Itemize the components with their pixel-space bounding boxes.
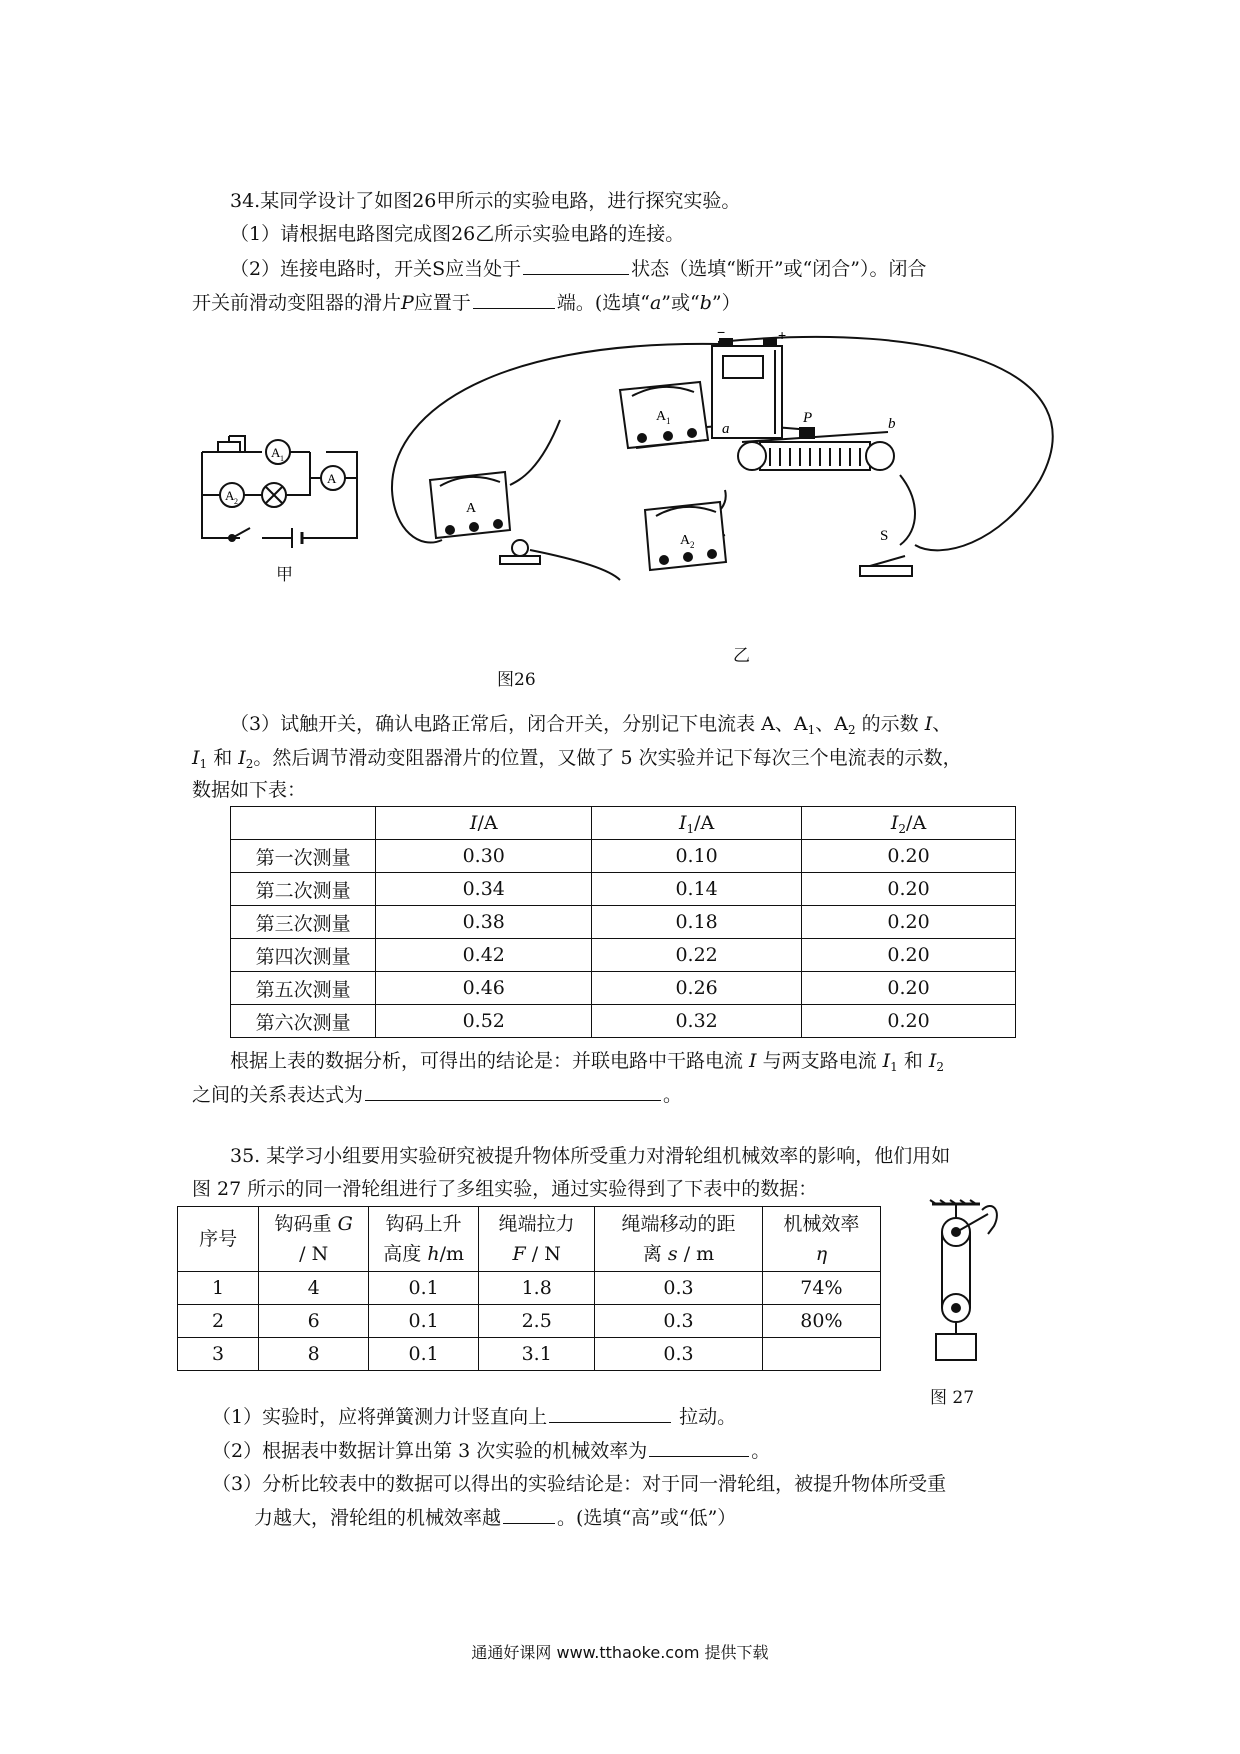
header-F: 绳端拉力 F / N <box>479 1207 595 1272</box>
answer-blank-expression[interactable] <box>365 1080 661 1101</box>
svg-text:a: a <box>722 421 730 437</box>
svg-text:+: + <box>778 327 787 343</box>
header-s: 绳端移动的距 离 s / m <box>595 1207 763 1272</box>
answer-cell-eta3[interactable] <box>762 1338 880 1371</box>
svg-text:2: 2 <box>234 497 238 506</box>
header-I1: $I_1/A$ <box>592 807 802 840</box>
table-row: 第四次测量 0.42 0.22 0.20 <box>231 939 1016 972</box>
svg-text:A: A <box>327 471 337 486</box>
circuit-apparatus-yi <box>380 324 1100 620</box>
svg-text:A: A <box>656 409 667 424</box>
q34-part3-line2: $I_1$ 和 $I_2$。然后调节滑动变阻器滑片的位置，又做了 5 次实验并记下每次三个电流表的示数， <box>192 747 962 771</box>
q35-sub1: （1）实验时，应将弹簧测力计竖直向上 拉动。 <box>212 1402 736 1431</box>
header-seq: 序号 <box>178 1207 259 1272</box>
svg-text:1: 1 <box>666 416 671 426</box>
q35-sub3-line2: 力越大，滑轮组的机械效率越 。(选填“高”或“低”） <box>254 1503 736 1532</box>
table-row: 1 4 0.1 1.8 0.3 74% <box>178 1272 881 1305</box>
current-measurement-table <box>230 806 1016 1038</box>
fig26-caption: 图26 <box>497 670 536 690</box>
answer-blank-high-low[interactable] <box>503 1503 555 1524</box>
lamp <box>500 540 540 564</box>
svg-text:P: P <box>803 410 813 426</box>
table-row: 第五次测量 0.46 0.26 0.20 <box>231 972 1016 1005</box>
switch-s <box>860 556 912 576</box>
header-I2: $I_2/A$ <box>802 807 1016 840</box>
page-footer: 通通好课网 www.tthaoke.com 提供下载 <box>471 1643 769 1662</box>
q35-sub3-line1: （3）分析比较表中的数据可以得出的实验结论是：对于同一滑轮组，被提升物体所受重 <box>212 1473 947 1495</box>
table-row: 第六次测量 0.52 0.32 0.20 <box>231 1005 1016 1038</box>
svg-text:A: A <box>680 533 691 548</box>
q34-part3-line3: 数据如下表： <box>192 779 307 801</box>
q35-line1: 35. 某学习小组要用实验研究被提升物体所受重力对滑轮组机械效率的影响，他们用如 <box>230 1145 951 1167</box>
fig27-caption: 图 27 <box>930 1388 975 1408</box>
table-row: 2 6 0.1 2.5 0.3 80% <box>178 1305 881 1338</box>
header-I: I/A <box>376 807 592 840</box>
header-G: 钩码重 G / N <box>259 1207 369 1272</box>
svg-text:S: S <box>880 528 889 544</box>
q34-part1: （1）请根据电路图完成图26乙所示实验电路的连接。 <box>230 223 685 245</box>
q35-line2: 图 27 所示的同一滑轮组进行了多组实验，通过实验得到了下表中的数据： <box>192 1178 818 1200</box>
q34-conclusion-line2: 之间的关系表达式为 。 <box>192 1080 682 1109</box>
answer-blank-slider-end[interactable] <box>473 288 555 309</box>
table-row: 第一次测量 0.30 0.10 0.20 <box>231 840 1016 873</box>
svg-text:b: b <box>888 416 896 432</box>
q34-conclusion-line1: 根据上表的数据分析，可得出的结论是：并联电路中干路电流 I 与两支路电流 $I_1$ 和 $I_2$ <box>230 1050 945 1074</box>
q35-sub2: （2）根据表中数据计算出第 3 次实验的机械效率为 。 <box>212 1436 770 1465</box>
svg-text:A: A <box>466 501 477 516</box>
table-header-row <box>231 807 1016 840</box>
svg-text:−: − <box>717 324 726 340</box>
answer-blank-efficiency[interactable] <box>649 1436 749 1457</box>
q34-part3-line1: （3）试触开关，确认电路正常后，闭合开关，分别记下电流表 A、$A_1$、$A_2$ 的示数 I、 <box>230 713 952 737</box>
header-eta: 机械效率 η <box>762 1207 880 1272</box>
answer-blank-switch-state[interactable] <box>523 254 629 275</box>
q34-part2-line2: 开关前滑动变阻器的滑片P应置于 端。(选填“a”或“b”） <box>192 288 741 317</box>
answer-blank-pull-manner[interactable] <box>549 1402 671 1423</box>
table-row: 3 8 0.1 3.1 0.3 <box>178 1338 881 1371</box>
svg-text:1: 1 <box>280 454 284 463</box>
svg-text:A: A <box>271 445 281 460</box>
fig26-yi-label: 乙 <box>733 646 750 666</box>
table-header-row <box>178 1207 881 1272</box>
pulley-efficiency-table <box>177 1206 881 1371</box>
table-row: 第二次测量 0.34 0.14 0.20 <box>231 873 1016 906</box>
table-row: 第三次测量 0.38 0.18 0.20 <box>231 906 1016 939</box>
header-h: 钩码上升 高度 h/m <box>369 1207 479 1272</box>
fig26-jia-label: 甲 <box>276 565 293 585</box>
svg-text:2: 2 <box>690 540 695 550</box>
pulley-system-figure <box>920 1200 1030 1375</box>
svg-text:A: A <box>225 488 235 503</box>
q34-part2-line1: （2）连接电路时，开关S应当处于 状态（选填“断开”或“闭合”）。闭合 <box>230 254 926 283</box>
q34-title: 34.某同学设计了如图26甲所示的实验电路，进行探究实验。 <box>230 190 741 212</box>
